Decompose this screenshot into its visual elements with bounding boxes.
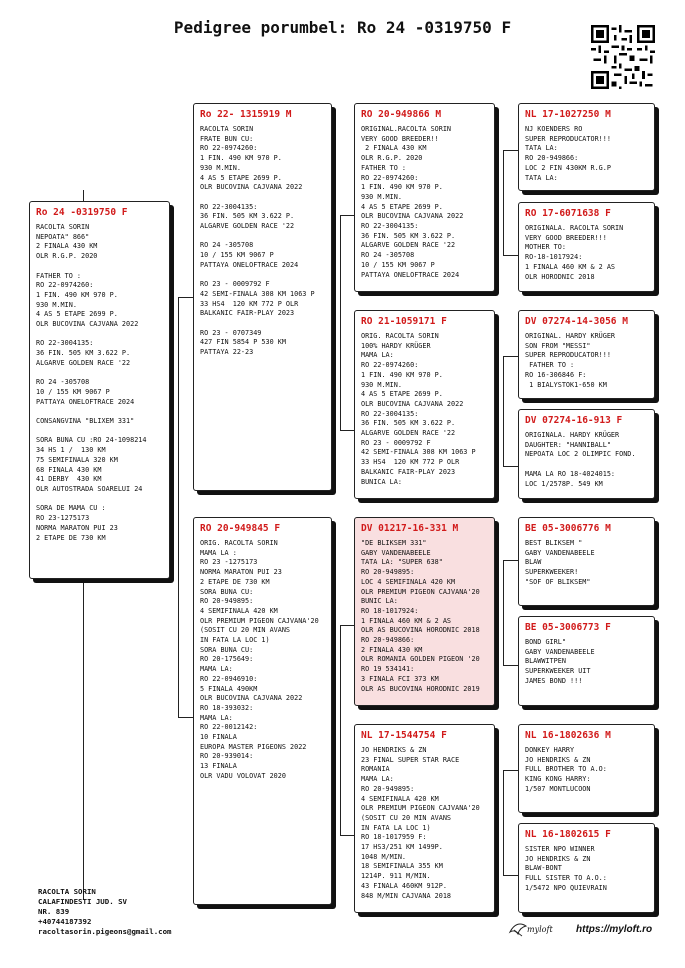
ring-number: NL 16-1802636 M bbox=[525, 730, 611, 741]
pigeon-details: ORIGINAL.RACOLTA SORIN VERY GOOD BREEDER!! 2 FINALA 430 KM OLR R.G.P. 2020 FATHER TO : RO 22-0974260: 1 FIN. 490 KM 970 P. 930 M.MIN. 4 AS 5 ETAPE 2699 P. OLR BUCOVINA CAJVANA 2022 RO 22-3004135: 36 FIN. 505 KM 3.622 P. ALGARVE GOLDEN RACE '22 RO 24 -305708 10 / 155 KM 9067 P PATTAYA ONELOFTRACE 2024 bbox=[361, 125, 464, 279]
ring-number: RO 20-949845 F bbox=[200, 523, 281, 534]
pigeon-card-sire-sire bbox=[354, 103, 495, 292]
pigeon-details: ORIG. RACOLTA SORIN MAMA LA : RO 23 -1275173 NORMA MARATON PUI 23 2 ETAPE DE 730 KM SORA BUNA CU: RO 20-949895: 4 SEMIFINALA 420 KM OLR PREMIUM PIGEON CAJVANA'20 (SOSIT CU 20 MIN AVANS IN FATA LA LOC 1) SORA BUNA CU: RO 20-175649: MAMA LA: RO 22-0946910: 5 FINALA 490KM OLR BUCOVINA CAJVANA 2022 RO 18-393032: MAMA LA: RO 22-0012142: 10 FINALA EUROPA MASTER PIGEONS 2022 RO 20-939014: 13 FINALA OLR VADU VOLOVAT 2020 bbox=[200, 539, 319, 780]
pigeon-details: ORIGINALA. HARDY KRÜGER DAUGHTER: "HANNIBALL" NEPOATA LOC 2 OLIMPIC FOND. MAMA LA RO 18-4024015: LOC 1/2578P. 549 KM bbox=[525, 431, 636, 488]
pigeon-details: BOND GIRL" GABY VANDENABEELE BLAWWITPEN SUPERKWEEKER UIT JAMES BOND !!! bbox=[525, 638, 595, 685]
pigeon-card-dds bbox=[518, 724, 655, 813]
ring-number: NL 17-1027250 M bbox=[525, 109, 611, 120]
website-link[interactable]: https://myloft.ro bbox=[576, 924, 653, 935]
pigeon-details: BEST BLIKSEM " GABY VANDENABEELE BLAW SUPERKWEEKER! "SOF OF BLIKSEM" bbox=[525, 539, 595, 586]
ring-number: DV 07274-14-3056 M bbox=[525, 316, 628, 327]
pigeon-details: SISTER NPO WINNER JO HENDRIKS & ZN BLAW-BONT FULL SISTER TO A.O.: 1/5472 NPO QUIEVRAIN bbox=[525, 845, 607, 892]
ring-number: NL 17-1544754 F bbox=[361, 730, 447, 741]
ring-number: DV 01217-16-331 M bbox=[361, 523, 459, 534]
ring-number: Ro 22- 1315919 M bbox=[200, 109, 292, 120]
ring-number: Ro 24 -0319750 F bbox=[36, 207, 128, 218]
ring-number: DV 07274-16-913 F bbox=[525, 415, 623, 426]
pigeon-card-sire-dam bbox=[354, 310, 495, 499]
pigeon-card-dam-sire bbox=[354, 517, 495, 706]
pigeon-card-dam bbox=[193, 517, 332, 905]
pigeon-details: ORIG. RACOLTA SORIN 100% HARDY KRÜGER MAMA LA: RO 22-0974260: 1 FIN. 490 KM 970 P. 930 M.MIN. 4 AS 5 ETAPE 2699 P. OLR BUCOVINA CAJVANA 2022 RO 22-3004135: 36 FIN. 505 KM 3.622 P. ALGARVE GOLDEN RACE '22 RO 23 - 0009792 F 42 SEMI-FINALA 308 KM 1063 P 33 HS4 120 KM 772 P OLR BALKANIC FAIR-PLAY 2023 BUNICA LA: bbox=[361, 332, 476, 486]
pigeon-card-dam-dam bbox=[354, 724, 495, 913]
breeder-contact: RACOLTA SORIN CALAFINDESTI JUD. SV NR. 839 +40744187392 racoltasorin.pigeons@gmail.com bbox=[38, 887, 172, 936]
ring-number: BE 05-3006773 F bbox=[525, 622, 611, 633]
pigeon-card-main bbox=[29, 201, 170, 579]
ring-number: RO 17-6071638 F bbox=[525, 208, 611, 219]
ring-number: NL 16-1802615 F bbox=[525, 829, 611, 840]
myloft-logo-text: myloft bbox=[527, 925, 553, 934]
pigeon-card-dss bbox=[518, 517, 655, 606]
qr-code-icon bbox=[591, 25, 655, 89]
page-title: Pedigree porumbel: Ro 24 -0319750 F bbox=[173, 18, 512, 37]
pigeon-card-dsd bbox=[518, 616, 655, 706]
pigeon-card-sdd bbox=[518, 409, 655, 499]
pigeon-details: JO HENDRIKS & ZN 23 FINAL SUPER STAR RACE ROMANIA MAMA LA: RO 20-949895: 4 SEMIFINALA 420 KM OLR PREMIUM PIGEON CAJVANA'20 (SOSIT CU 20 MIN AVANS IN FATA LA LOC 1) RO 18-1017959 F: 17 HS3/251 KM 1499P. 1048 M/MIN. 18 SEMIFINALA 355 KM 1214P. 911 M/MIN. 43 FINALA 460KM 912P. 848 M/MIN CAJVANA 2018 bbox=[361, 746, 480, 900]
ring-number: RO 20-949866 M bbox=[361, 109, 442, 120]
pigeon-details: NJ KOENDERS RO SUPER REPRODUCATOR!!! TATA LA: RO 20-949866: LOC 2 FIN 430KM R.G.P TATA LA: bbox=[525, 125, 611, 182]
pigeon-details: ORIGINALA. RACOLTA SORIN VERY GOOD BREEDER!!! MOTHER TO: RO-18-1017924: 1 FINALA 460 KM & 2 AS OLR HORODNIC 2018 bbox=[525, 224, 624, 281]
ring-number: RO 21-1059171 F bbox=[361, 316, 447, 327]
pigeon-details: ORIGINAL. HARDY KRÜGER SON FROM "MESSI" SUPER REPRODUCATOR!!! FATHER TO : RO 16-306846 F: 1 BIALYSTOK1-650 KM bbox=[525, 332, 616, 389]
pigeon-card-sire bbox=[193, 103, 332, 491]
pigeon-card-sss bbox=[518, 103, 655, 191]
pigeon-details: DONKEY HARRY JO HENDRIKS & ZN FULL BROTHER TO A.O: KING KONG HARRY: 1/507 MONTLUCOON bbox=[525, 746, 607, 793]
pigeon-card-ddd bbox=[518, 823, 655, 913]
pigeon-card-ssd bbox=[518, 202, 655, 292]
pigeon-details: "DE BLIKSEM 331" GABY VANDENABEELE TATA LA: "SUPER 638" RO 20-949895: LOC 4 SEMIFINALA 420 KM OLR PREMIUM PIGEON CAJVANA'20 BUNIC LA: RO 18-1017924: 1 FINALA 460 KM & 2 AS OLR AS BUCOVINA HORODNIC 2018 RO 20-949866: 2 FINALA 430 KM OLR ROMANIA GOLDEN PIGEON '20 RO 19 534141: 3 FINALA FCI 373 KM OLR AS BUCOVINA HORODNIC 2019 bbox=[361, 539, 480, 693]
pigeon-details: RACOLTA SORIN FRATE BUN CU: RO 22-0974260: 1 FIN. 490 KM 970 P. 930 M.MIN. 4 AS 5 ETAPE 2699 P. OLR BUCOVINA CAJVANA 2022 RO 22-3004135: 36 FIN. 505 KM 3.622 P. ALGARVE GOLDEN RACE '22 RO 24 -305708 10 / 155 KM 9067 P PATTAYA ONELOFTRACE 2024 RO 23 - 0009792 F 42 SEMI-FINALA 308 KM 1063 P 33 HS4 120 KM 772 P OLR BALKANIC FAIR-PLAY 2023 RO 23 - 0707349 427 FIN 5854 P 530 KM PATTAYA 22-23 bbox=[200, 125, 315, 357]
pigeon-card-sds bbox=[518, 310, 655, 399]
pigeon-details: RACOLTA SORIN NEPOATA" 866" 2 FINALA 430 KM OLR R.G.P. 2020 FATHER TO : RO 22-0974260: 1 FIN. 490 KM 970 P. 930 M.MIN. 4 AS 5 ETAPE 2699 P. OLR BUCOVINA CAJVANA 2022 RO 22-3004135: 36 FIN. 505 KM 3.622 P. ALGARVE GOLDEN RACE '22 RO 24 -305708 10 / 155 KM 9067 P PATTAYA ONELOFTRACE 2024 CONSANGVINA "BLIXEM 331" SORA BUNA CU :RO 24-1098214 34 HS 1 / 130 KM 75 SEMIFINALA 320 KM 68 FINALA 430 KM 41 DERBY 430 KM OLR AUTOSTRADA SOARELUI 24 SORA DE MAMA CU : RO 23-1275173 NORMA MARATON PUI 23 2 ETAPE DE 730 KM bbox=[36, 223, 147, 542]
ring-number: BE 05-3006776 M bbox=[525, 523, 611, 534]
